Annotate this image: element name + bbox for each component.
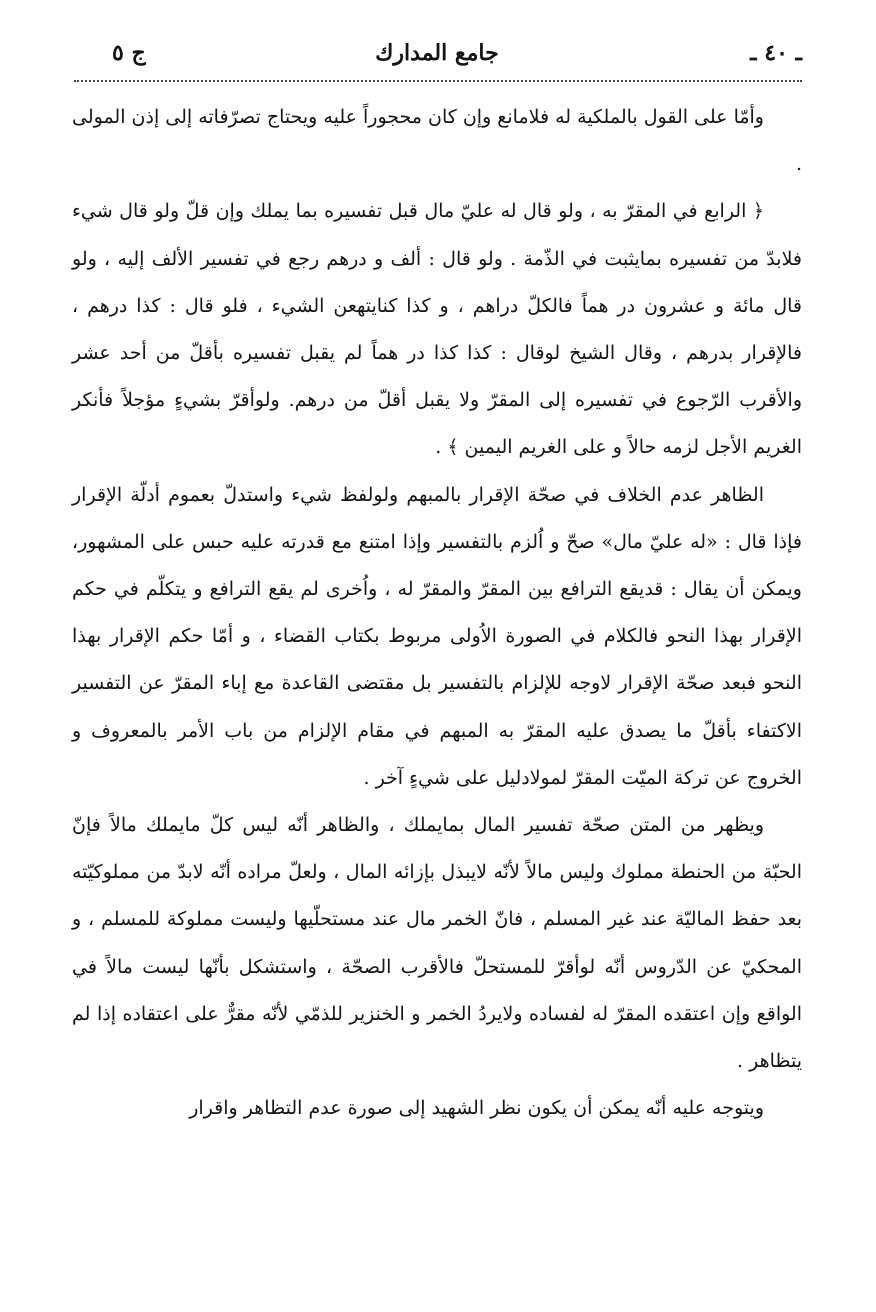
paragraph-continuation: وأمّا على القول بالملكية له فلامانع وإن كان محجوراً عليه ويحتاج تصرّفاته إلى إذن المولى . — [72, 106, 802, 176]
paragraph-commentary: ويظهر من المتن صحّة تفسير المال بمايملك ، والظاهر أنّه ليس كلّ مايملك مالاً فإنّ الحبّة من الحنطة مملوك وليس مالاً لأنّه لايبذل بإزائه المال ، ولعلّ مراده أنّه لابدّ من مملوكيّته بعد حفظ الماليّة عند غير المسلم ، فانّ الخمر مال عند مستحلّيها وليست مملوكة للمسلم ، و المحكيّ عن الدّروس أنّه لوأقرّ للمستحلّ فالأقرب الصحّة ، واستشكل بأنّها ليست مالاً في الواقع وإن اعتقده المقرّ له لفساده ولايردُ الخمر و الخنزير للذمّي لأنّه مقرٌّ على اعتقاده إذا لم يتظاهر . — [72, 814, 802, 1073]
paragraph-commentary: الظاهر عدم الخلاف في صحّة الإقرار بالمبهم ولولفظ شيء واستدلّ بعموم أدلّة الإقرار فإذا قال : «له عليّ مال» صحّ و اُلزم بالتفسير وإذا امتنع مع قدرته عليه حبس على المشهور، ويمكن أن يقال : قديقع الترافع بين المقرّ والمقرّ له ، واُخرى لم يقع الترافع و يتكلّم في حكم الإقرار بهذا النحو فالكلام في الصورة الاُولى مربوط بكتاب القضاء ، و أمّا حكم الإقرار بهذا النحو فبعد صحّة الإقرار لاوجه للإلزام بالتفسير بل مقتضى القاعدة مع إباء المقرّ عن التفسير الاكتفاء بأقلّ ما يصدق عليه المقرّ به المبهم في مقام الإلزام من باب الأمر بالمعروف و الخروج عن تركة الميّت المقرّ لمولادليل على شيءٍ آخر . — [72, 483, 802, 789]
paragraph-commentary-last: ويتوجه عليه أنّه يمكن أن يكون نظر الشهيد إلى صورة عدم التظاهر واقرار — [189, 1097, 764, 1120]
page-body — [72, 94, 802, 1132]
header-dotted-rule — [74, 80, 802, 82]
volume-number: ج ٥ — [112, 40, 146, 66]
book-title: جامع المدارك — [375, 40, 499, 66]
page-number: ـ ٤٠ ـ — [750, 40, 802, 66]
paragraph-matn: ﴿ الرابع في المقرّ به ، ولو قال له عليّ مال قبل تفسيره بما يملك وإن قلّ ولو قال شيء فلابدّ من تفسيره بمايثبت في الذّمة . ولو قال : ألف و درهم رجع في تفسير الألف إليه ، ولو قال مائة و عشرون در هماً فالكلّ دراهم ، و كذا كنايتهعن الشيء ، فلو قال : كذا درهم ، فالإقرار بدرهم ، وقال الشيخ لوقال : كذا كذا در هماً لم يقبل تفسيره بأقلّ من أحد عشر والأقرب الرّجوع في تفسيره إلى المقرّ ولا يقبل أقلّ من درهم. ولوأقرّ بشيءٍ مؤجلاً فأنكر الغريم الأجل لزمه حالاً و على الغريم اليمين ﴾ . — [72, 200, 802, 459]
page-header — [72, 40, 802, 80]
